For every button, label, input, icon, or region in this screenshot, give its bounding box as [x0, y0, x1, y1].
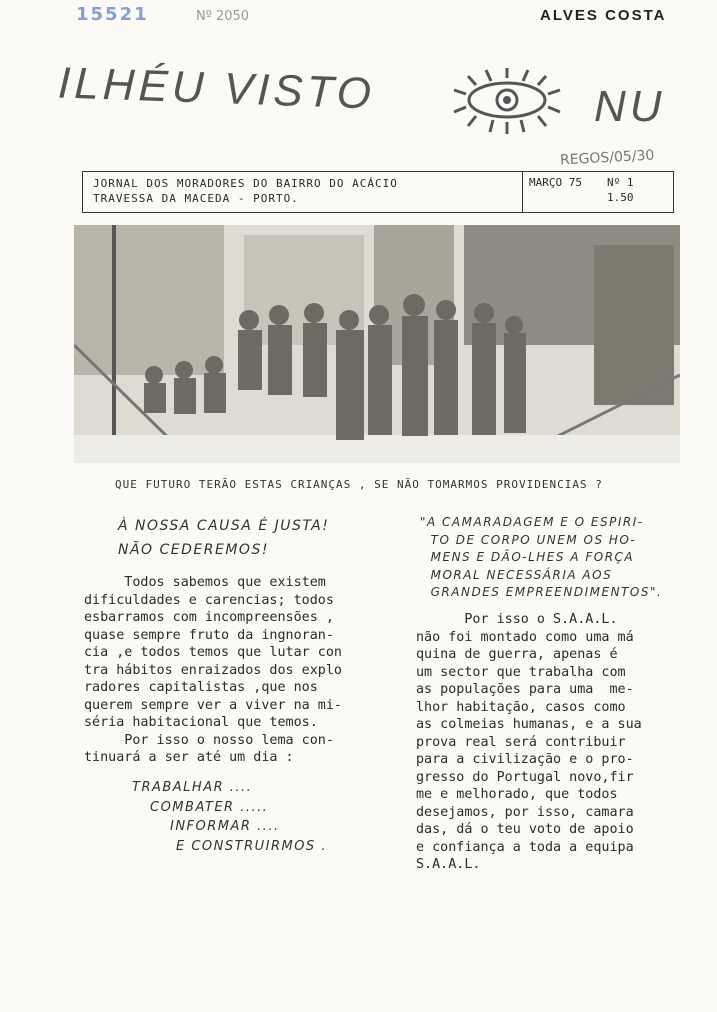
journal-identity: [83, 172, 523, 212]
motto-line: TRABALHAR ....: [132, 780, 253, 795]
left-article-body: Todos sabemos que existem dificuldades e carencias; todos esbarramos com incompreensões , quase sempre fruto da ingnoran- cia ,e todos temos que lutar con tra hábitos enraizados dos explo radores capitalistas ,que nos querem sempre ver a viver na mi- séria habitacional que temos. Por isso o nosso lema con- tinuará a ser até um dia :: [84, 575, 342, 765]
issue-price: 1.50: [607, 191, 634, 204]
motto-line: COMBATER .....: [150, 800, 269, 815]
issue-number: Nº 1: [607, 176, 634, 189]
masthead-title-suffix: NU: [594, 82, 666, 131]
registry-mark: REGOS/05/30: [559, 147, 655, 169]
eye-icon: [446, 64, 568, 136]
journal-header: [82, 171, 674, 213]
journal-address: TRAVESSA DA MACEDA - PORTO.: [93, 192, 299, 205]
children-photo: [74, 225, 680, 463]
motto-line: INFORMAR ....: [170, 819, 280, 834]
masthead-title: ILHÉU VISTO: [57, 58, 376, 119]
slogan: À NOSSA CAUSA É JUSTA! NÃO CEDEREMOS!: [118, 518, 330, 558]
photo-caption: QUE FUTURO TERÃO ESTAS CRIANÇAS , SE NÃO TOMARMOS PROVIDENCIAS ?: [115, 478, 603, 491]
author-name: ALVES COSTA: [540, 7, 667, 24]
archive-stamp: 15521: [76, 4, 149, 25]
pull-quote: "A CAMARADAGEM E O ESPIRI- TO DE CORPO UNEM OS HO- MENS E DÃO-LHES A FORÇA MORAL NECESSÁRIA AOS GRANDES EMPREENDIMENTOS".: [420, 515, 663, 599]
journal-name: JORNAL DOS MORADORES DO BAIRRO DO ACÁCIO: [93, 177, 398, 190]
issue-date: MARÇO 75: [529, 176, 582, 189]
motto-line: E CONSTRUIRMOS .: [176, 839, 327, 854]
archive-number: Nº 2050: [196, 9, 250, 24]
right-article-body: Por isso o S.A.A.L. não foi montado como uma má quina de guerra, apenas é um sector que trabalha com as populações para uma me- lhor habitação, casos como as colmeias humanas, e a sua prova real será contribuir para a civilização e o pro- gresso do Portugal novo,fir me e melhorado, que todos desejamos, por isso, camara das, dá o teu voto de apoio e confiança a toda a equipa S.A.A.L.: [416, 612, 642, 872]
